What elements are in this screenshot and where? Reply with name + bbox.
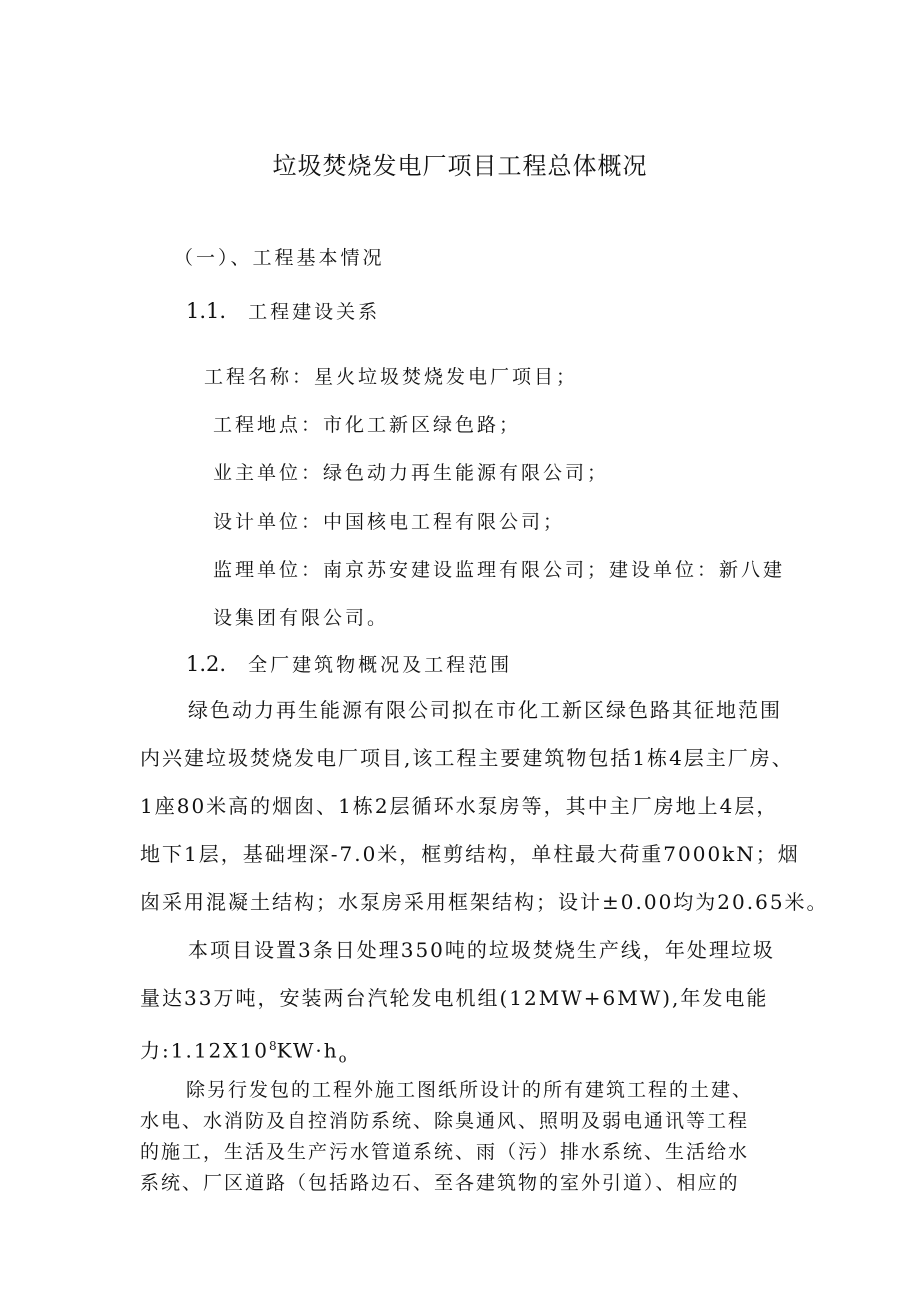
paragraph-line: 除另行发包的工程外施工图纸所设计的所有建筑工程的土建、 bbox=[186, 1079, 754, 1101]
document-title: 垃圾焚烧发电厂项目工程总体概况 bbox=[272, 152, 648, 180]
paragraph-line: 的施工，生活及生产污水管道系统、雨（污）排水系统、生活给水 bbox=[140, 1141, 750, 1163]
paragraph-line: 地下1层，基础埋深-7.0米，框剪结构，单柱最大荷重7000kN；烟 bbox=[140, 842, 800, 866]
info-supervisor-line-1: 监理单位：南京苏安建设监理有限公司；建设单位：新八建 bbox=[213, 559, 786, 581]
capacity-unit: KW·h bbox=[276, 1038, 339, 1063]
paragraph-line: 绿色动力再生能源有限公司拟在市化工新区绿色路其征地范围 bbox=[188, 698, 782, 722]
paragraph-line: 量达33万吨，安装两台汽轮发电机组(12MW+6MW),年发电能 bbox=[140, 986, 769, 1010]
paragraph-line: 本项目设置3条日处理350吨的垃圾焚烧生产线，年处理垃圾 bbox=[188, 938, 775, 962]
subsection-1-1 bbox=[186, 297, 380, 324]
paragraph-buildings bbox=[140, 686, 829, 926]
info-designer: 设计单位：中国核电工程有限公司； bbox=[213, 511, 566, 533]
paragraph-capacity bbox=[140, 926, 800, 1084]
unit-subscript: o bbox=[338, 1051, 347, 1067]
subsection-label: 工程建设关系 bbox=[248, 301, 381, 323]
paragraph-line: 内兴建垃圾焚烧发电厂项目,该工程主要建筑物包括1栋4层主厂房、 bbox=[140, 746, 794, 770]
paragraph-line: 系统、厂区道路（包括路边石、至各建筑物的室外引道）、相应的 bbox=[140, 1172, 740, 1194]
subsection-label: 全厂建筑物概况及工程范围 bbox=[248, 654, 513, 676]
subsection-1-2 bbox=[186, 650, 512, 677]
subsection-number: 1.1. bbox=[186, 299, 227, 323]
paragraph-scope bbox=[140, 1075, 800, 1199]
paragraph-line: 1座80米高的烟囱、1栋2层循环水泵房等，其中主厂房地上4层， bbox=[140, 794, 779, 818]
info-project-name: 工程名称：星火垃圾焚烧发电厂项目； bbox=[204, 366, 579, 388]
info-supervisor-line-2: 设集团有限公司。 bbox=[213, 607, 390, 629]
paragraph-line: 水电、水消防及自控消防系统、除臭通风、照明及弱电通讯等工程 bbox=[140, 1110, 750, 1132]
info-location: 工程地点：市化工新区绿色路； bbox=[213, 414, 522, 436]
info-owner: 业主单位：绿色动力再生能源有限公司； bbox=[213, 462, 610, 484]
exponent: 8 bbox=[268, 1039, 277, 1053]
section-heading: （一）、工程基本情况 bbox=[174, 247, 385, 269]
paragraph-line: 囱采用混凝土结构；水泵房采用框架结构；设计±0.00均为20.65米。 bbox=[140, 890, 829, 914]
subsection-number: 1.2. bbox=[186, 652, 227, 676]
capacity-value: 力:1.12X10 bbox=[140, 1038, 269, 1063]
